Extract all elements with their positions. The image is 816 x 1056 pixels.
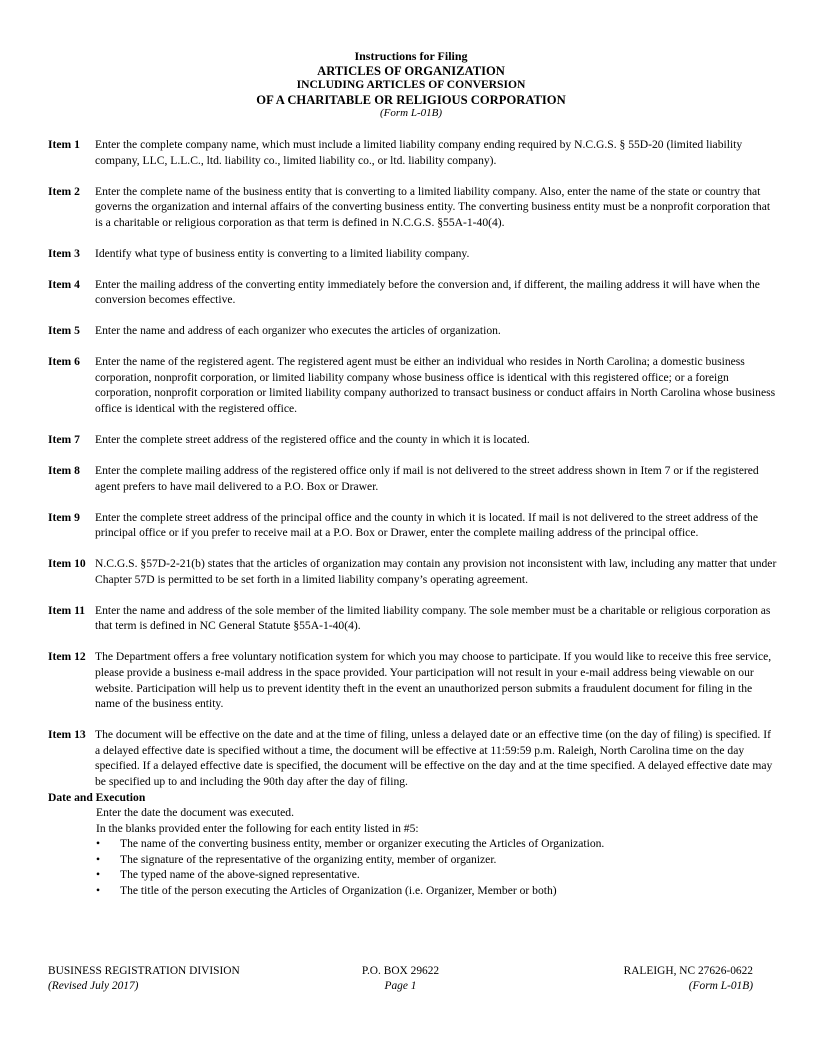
item-text: The Department offers a free voluntary notification system for which you may choose to participate. If you would like to receive this free service, please provide a business e-mail address in the space provided. Your participation will not result in your e-mail address being viewable on our website. Participation will help us to prevent identity theft in the event an unauthorized person submits a fraudulent document for filing in the name of the business entity. (95, 650, 772, 711)
footer-revision: (Revised July 2017) (48, 980, 139, 992)
list-item-text: The name of the converting business entity, member or organizer executing the Articles of Organization. (120, 837, 605, 851)
instruction-item-13 (48, 727, 778, 789)
footer-page-number: Page 1 (384, 980, 417, 992)
instruction-item-11 (48, 603, 778, 634)
item-text: Enter the complete mailing address of the registered office only if mail is not delivered to the street address shown in Item 7 or if the registered agent prefers to have mail delivered to a P.O. Box or Drawer. (95, 464, 759, 493)
item-label: Item 5 (48, 324, 80, 338)
instruction-item-12 (48, 649, 778, 711)
item-label: Item 3 (48, 246, 80, 260)
header-title: ARTICLES OF ORGANIZATION (317, 63, 505, 78)
page-footer (48, 964, 753, 994)
execution-bullet-list (96, 836, 778, 898)
item-text: Enter the complete name of the business entity that is converting to a limited liability company. Also, enter the name of the state or country that governs the organization and internal affairs of the converting business entity. The converting business entity must be a nonprofit corporation that is a charitable or religious corporation as that term is defined in N.C.G.S. §55A-1-40(4). (95, 184, 771, 229)
item-label: Item 10 (48, 557, 86, 571)
list-item (96, 883, 778, 899)
instruction-items (48, 137, 778, 899)
item-label: Item 9 (48, 510, 80, 524)
instruction-item-8 (48, 463, 778, 494)
instruction-item-7 (48, 432, 778, 448)
item-label: Item 1 (48, 138, 80, 151)
document-header (0, 49, 816, 120)
bullet-icon: • (96, 837, 101, 851)
item-text: Enter the complete street address of the principal office and the county in which it is located. If mail is not delivered to the street address of the principal office or if you prefer to receive mail at a P.O. Box or Drawer, enter the complete mailing address of the principal office. (95, 510, 758, 540)
instruction-item-10 (48, 556, 778, 587)
list-item-text: The title of the person executing the Articles of Organization (i.e. Organizer, Member or both) (120, 884, 557, 898)
footer-po-box: P.O. BOX 29622 (361, 965, 440, 977)
item-text: The document will be effective on the date and at the time of filing, unless a delayed date or an effective time (on the day of filing) is specified. If a delayed effective date is specified without a time, the document will be effective at 11:59:59 p.m. Raleigh, North Carolina time on the day specified. If a delayed effective date is specified, the document will be effective on the day and at the time specified. A delayed effective date may be specified up to and including the 90th day after the day of filing. (95, 728, 773, 788)
instruction-item-3 (48, 246, 778, 262)
header-instructions: Instructions for Filing (354, 49, 468, 63)
footer-division: BUSINESS REGISTRATION DIVISION (48, 965, 240, 977)
instruction-item-2 (48, 184, 778, 231)
date-and-execution-section (48, 790, 778, 899)
list-item-text: The typed name of the above-signed representative. (120, 868, 360, 882)
header-subtitle-2: OF A CHARITABLE OR RELIGIOUS CORPORATION (256, 92, 566, 107)
instruction-item-9 (48, 510, 778, 541)
execution-paragraph: Enter the date the document was executed. (96, 806, 294, 820)
footer-form-number: (Form L-01B) (688, 980, 753, 992)
item-label: Item 11 (48, 603, 86, 617)
list-item (96, 867, 778, 883)
execution-paragraph: In the blanks provided enter the following for each entity listed in #5: (96, 821, 419, 835)
instruction-item-6 (48, 354, 778, 416)
item-text: Enter the name and address of each organizer who executes the articles of organization. (95, 324, 501, 338)
instruction-item-5 (48, 323, 778, 339)
instruction-item-4 (48, 277, 778, 308)
list-item (96, 852, 778, 868)
bullet-icon: • (96, 868, 101, 882)
list-item (96, 836, 778, 852)
header-form-number: (Form L-01B) (379, 107, 443, 119)
item-text: Identify what type of business entity is converting to a limited liability company. (95, 246, 470, 260)
item-label: Item 6 (48, 355, 80, 369)
item-text: Enter the name and address of the sole member of the limited liability company. The sole member must be a charitable or religious corporation as that term is defined in NC General Statute §55A-1-40(4). (95, 603, 771, 633)
item-label: Item 8 (48, 464, 80, 478)
item-text: Enter the complete street address of the registered office and the county in which it is located. (95, 433, 530, 447)
header-subtitle: INCLUDING ARTICLES OF CONVERSION (296, 78, 526, 91)
footer-city: RALEIGH, NC 27626-0622 (623, 965, 753, 977)
list-item-text: The signature of the representative of the organizing entity, member of organizer. (120, 852, 497, 866)
item-label: Item 7 (48, 433, 80, 447)
item-text: Enter the name of the registered agent. The registered agent must be either an individual who resides in North Carolina; a domestic business corporation, nonprofit corporation, or limited liability company whose business office is identical with this registered office; or a foreign corporation, nonprofit corporation or limited liability company authorized to transact business or conduct affairs in North Carolina whose business office is identical with the registered office. (95, 355, 776, 416)
item-text: Enter the complete company name, which must include a limited liability company ending required by N.C.G.S. § 55D-20 (limited liability company, LLC, L.L.C., ltd. liability co., limited liability co., or ltd. liability company). (95, 138, 743, 167)
item-text: Enter the mailing address of the converting entity immediately before the conversion and, if different, the mailing address it will have when the conversion becomes effective. (95, 277, 760, 307)
bullet-icon: • (96, 884, 101, 898)
item-label: Item 13 (48, 728, 86, 742)
execution-heading: Date and Execution (48, 790, 146, 804)
item-label: Item 2 (48, 184, 80, 198)
bullet-icon: • (96, 852, 101, 866)
item-text: N.C.G.S. §57D-2-21(b) states that the articles of organization may contain any provision not inconsistent with law, including any matter that under Chapter 57D is permitted to be set forth in a limited liability company’s operating agreement. (95, 557, 777, 586)
item-label: Item 4 (48, 277, 80, 291)
item-label: Item 12 (48, 650, 86, 664)
instruction-item-1 (48, 137, 778, 168)
